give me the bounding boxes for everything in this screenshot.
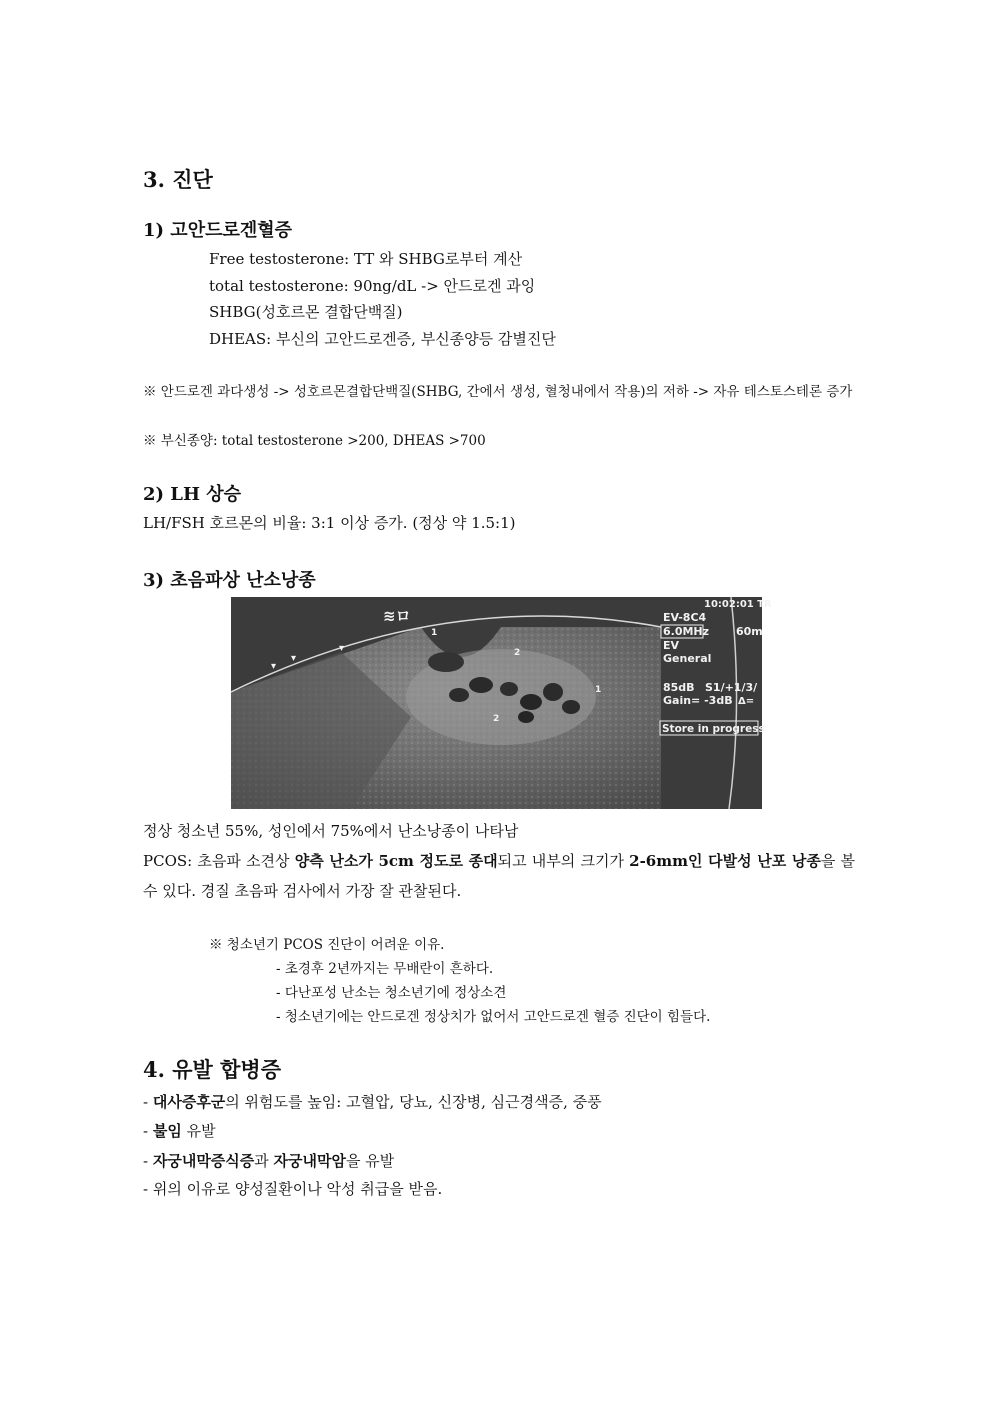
item-text: 의 위험도를 높임: 고혈압, 당뇨, 신장병, 심근경색증, 중풍: [225, 1093, 602, 1111]
subsection-title-lh: 2) LH 상승: [143, 484, 242, 505]
list-bullet: -: [143, 1122, 153, 1140]
ultrasound-logo: ≋ロ: [383, 607, 411, 625]
pcos-emphasis: 2-6mm인 다발성 난포 낭종: [629, 852, 821, 870]
ultrasound-probe: EV-8C4: [663, 611, 707, 624]
pcos-text: 되고 내부의 크기가: [497, 852, 630, 870]
note-androgen: ※ 안드로겐 과다생성 -> 성호르몬결합단백질(SHBG, 간에서 생성, 혈청내에서 작용)의 저하 -> 자유 테스토스테론 증가: [143, 384, 853, 400]
item-text: 을 유발: [346, 1152, 395, 1170]
list-bullet: -: [143, 1093, 153, 1111]
ultrasound-mode: EV: [663, 639, 680, 652]
ultrasound-time: 10:02:01 TR: [704, 599, 772, 610]
emphasis-text: 자궁내막증식증: [152, 1152, 255, 1170]
note-adolescent-title: ※ 청소년기 PCOS 진단이 어려운 이유.: [209, 937, 445, 953]
emphasis-text: 불임: [152, 1122, 182, 1140]
list-item: - 청소년기에는 안드로겐 정상치가 없어서 고안드로겐 혈증 진단이 힘들다.: [276, 1009, 711, 1025]
ultrasound-preset: General: [663, 652, 712, 665]
note-adrenal-tumor: ※ 부신종양: total testosterone >200, DHEAS >700: [143, 433, 486, 449]
ultrasound-depth: 60m: [736, 625, 763, 638]
list-item: DHEAS: 부신의 고안드로겐증, 부신종양등 감별진단: [209, 330, 556, 348]
item-text: 과: [254, 1152, 274, 1170]
list-item: [143, 1091, 602, 1112]
svg-text:▾: ▾: [291, 653, 297, 664]
svg-text:1: 1: [431, 628, 438, 638]
list-item: total testosterone: 90ng/dL -> 안드로겐 과잉: [209, 277, 536, 295]
ultrasound-store-status: Store in progress: [662, 723, 765, 735]
item-text: 유발: [181, 1122, 216, 1140]
pcos-text: 을 볼수 있다. 경질 초음파 검사에서 가장 잘 관찰된다.: [143, 852, 856, 900]
ultrasound-frequency: 6.0MHz: [663, 625, 710, 638]
subsection-title-hyperandrogenism: 1) 고안드로겐혈증: [143, 220, 293, 241]
svg-text:1: 1: [595, 685, 602, 695]
svg-text:▾: ▾: [339, 643, 345, 654]
svg-text:2: 2: [493, 714, 500, 724]
list-item: [143, 1150, 394, 1171]
pcos-text: PCOS: 초음파 소견상: [143, 852, 295, 870]
section-title-diagnosis: 3. 진단: [143, 167, 213, 192]
ultrasound-gain: Gain= -3dB: [663, 694, 733, 707]
ultrasound-finding-text: 정상 청소년 55%, 성인에서 75%에서 난소낭종이 나타남: [143, 822, 519, 840]
emphasis-text: 자궁내막암: [273, 1152, 346, 1170]
list-item: - 위의 이유로 양성질환이나 악성 취급을 받음.: [143, 1180, 443, 1198]
emphasis-text: 대사증후군: [152, 1093, 226, 1111]
list-item: Free testosterone: TT 와 SHBG로부터 계산: [209, 250, 523, 268]
list-item: - 다난포성 난소는 청소년기에 정상소견: [276, 985, 507, 1001]
subsection-title-ultrasound: 3) 초음파상 난소낭종: [143, 570, 316, 591]
pcos-emphasis: 양측 난소가 5cm 정도로 종대: [294, 852, 498, 870]
ultrasound-image: [231, 597, 772, 809]
ultrasound-s1: S1/+1/3/: [705, 681, 758, 694]
ultrasound-db: 85dB: [663, 681, 695, 694]
list-item: SHBG(성호르몬 결합단백질): [209, 303, 403, 321]
pcos-description: [143, 846, 855, 906]
list-item: - 초경후 2년까지는 무배란이 흔하다.: [276, 961, 494, 977]
lh-ratio-text: LH/FSH 호르몬의 비율: 3:1 이상 증가. (정상 약 1.5:1): [143, 514, 516, 532]
section-title-complications: 4. 유발 합병증: [143, 1057, 281, 1082]
list-bullet: -: [143, 1152, 153, 1170]
svg-text:▾: ▾: [271, 661, 277, 672]
svg-text:2: 2: [514, 648, 521, 658]
list-item: [143, 1120, 216, 1141]
ultrasound-delta: Δ=: [738, 696, 755, 707]
